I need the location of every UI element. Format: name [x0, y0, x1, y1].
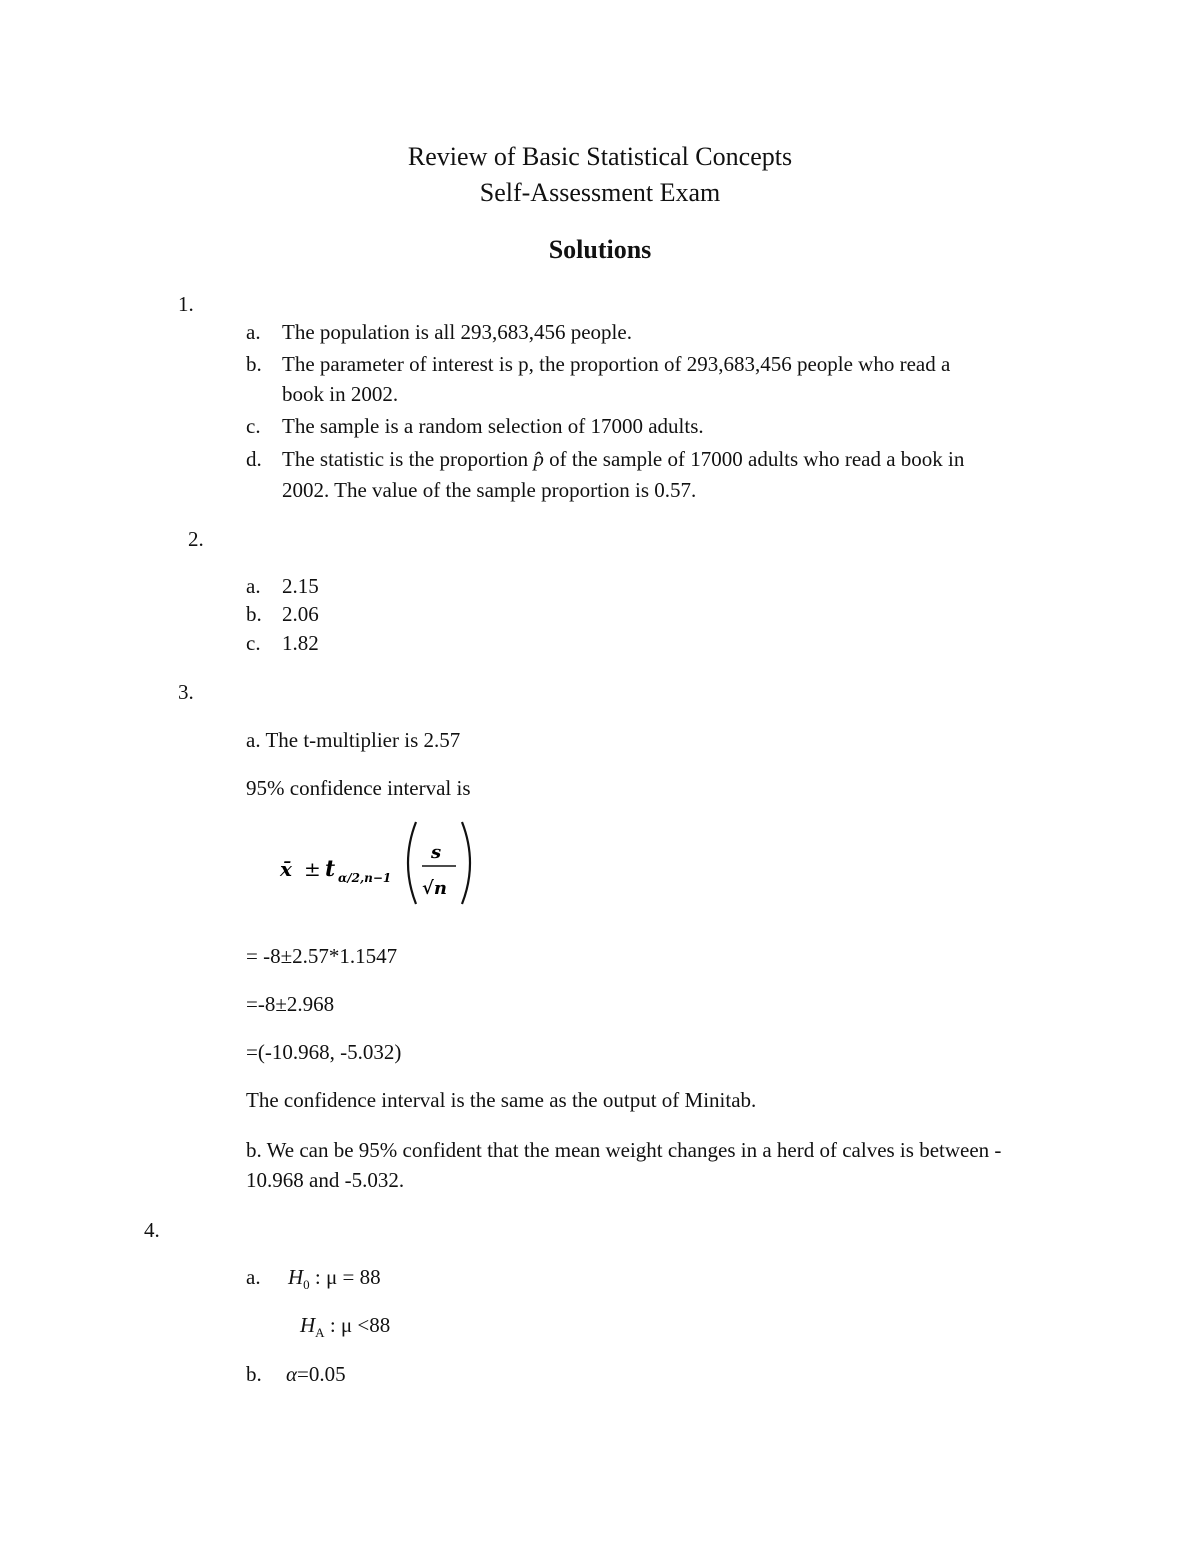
question-number: 2. [188, 527, 204, 551]
alpha-symbol: α [286, 1362, 298, 1386]
p-hat-symbol: p̂ [533, 447, 544, 471]
calculation-line: =(-10.968, -5.032) [246, 1040, 402, 1064]
question-number: 3. [178, 680, 194, 704]
right-paren [462, 822, 470, 904]
answer-text: a. The t-multiplier is 2.57 [246, 728, 461, 752]
answer-text: The parameter of interest is p, the proportion of 293,683,456 people who read a [282, 352, 951, 376]
document-subtitle: Self-Assessment Exam [479, 178, 721, 207]
question-number: 4. [144, 1218, 160, 1242]
answer-text: The confidence interval is the same as the output of Minitab. [246, 1088, 757, 1112]
item-label: d. [246, 447, 262, 471]
answer-text: 2002. The value of the sample proportion is 0.57. [282, 478, 697, 502]
significance-level [286, 1362, 346, 1387]
item-label: a. [246, 574, 261, 598]
hypothesis-h: H [300, 1313, 316, 1337]
xbar-symbol: x̄ [280, 857, 292, 881]
confidence-interval-formula [278, 818, 498, 908]
question-number: 1. [178, 292, 194, 316]
calculation-line: = -8±2.57*1.1547 [246, 944, 398, 968]
item-label: a. [246, 320, 261, 344]
plus-minus-symbol: ± [304, 857, 321, 881]
t-symbol: t [325, 856, 336, 882]
hypothesis-statement: : μ = 88 [309, 1265, 381, 1289]
t-subscript: α/2,n−1 [338, 871, 392, 885]
hypothesis-statement: : μ <88 [324, 1313, 391, 1337]
hypothesis-subscript: A [315, 1325, 325, 1341]
alpha-value: =0.05 [297, 1362, 346, 1386]
hypothesis-subscript: 0 [303, 1277, 310, 1293]
answer-text: 95% confidence interval is [246, 776, 471, 800]
denominator-sqrt-n: √n [422, 878, 447, 899]
item-label: c. [246, 414, 261, 438]
item-label: b. [246, 602, 262, 626]
answer-text: The sample is a random selection of 17000 adults. [282, 414, 704, 438]
alternative-hypothesis [300, 1313, 390, 1341]
left-paren [408, 822, 416, 904]
item-label: c. [246, 631, 261, 655]
item-label: a. [246, 1265, 261, 1289]
answer-text-part: The statistic is the proportion [282, 447, 534, 471]
answer-text-part: of the sample of 17000 adults who read a book in [543, 447, 965, 471]
calculation-line: =-8±2.968 [246, 992, 335, 1016]
hypothesis-h: H [288, 1265, 304, 1289]
answer-text: b. We can be 95% confident that the mean weight changes in a herd of calves is between - [246, 1138, 1002, 1162]
solutions-heading: Solutions [548, 235, 652, 264]
answer-value: 1.82 [282, 631, 319, 655]
answer-value: 2.06 [282, 602, 319, 626]
null-hypothesis [288, 1265, 381, 1293]
item-label: b. [246, 352, 262, 376]
numerator-s: s [431, 842, 442, 863]
document-title: Review of Basic Statistical Concepts [407, 142, 793, 171]
item-label: b. [246, 1362, 262, 1386]
answer-text: 10.968 and -5.032. [246, 1168, 405, 1192]
answer-value: 2.15 [282, 574, 319, 598]
answer-text: The population is all 293,683,456 people. [282, 320, 632, 344]
answer-text: book in 2002. [282, 382, 399, 406]
answer-text [282, 447, 964, 472]
